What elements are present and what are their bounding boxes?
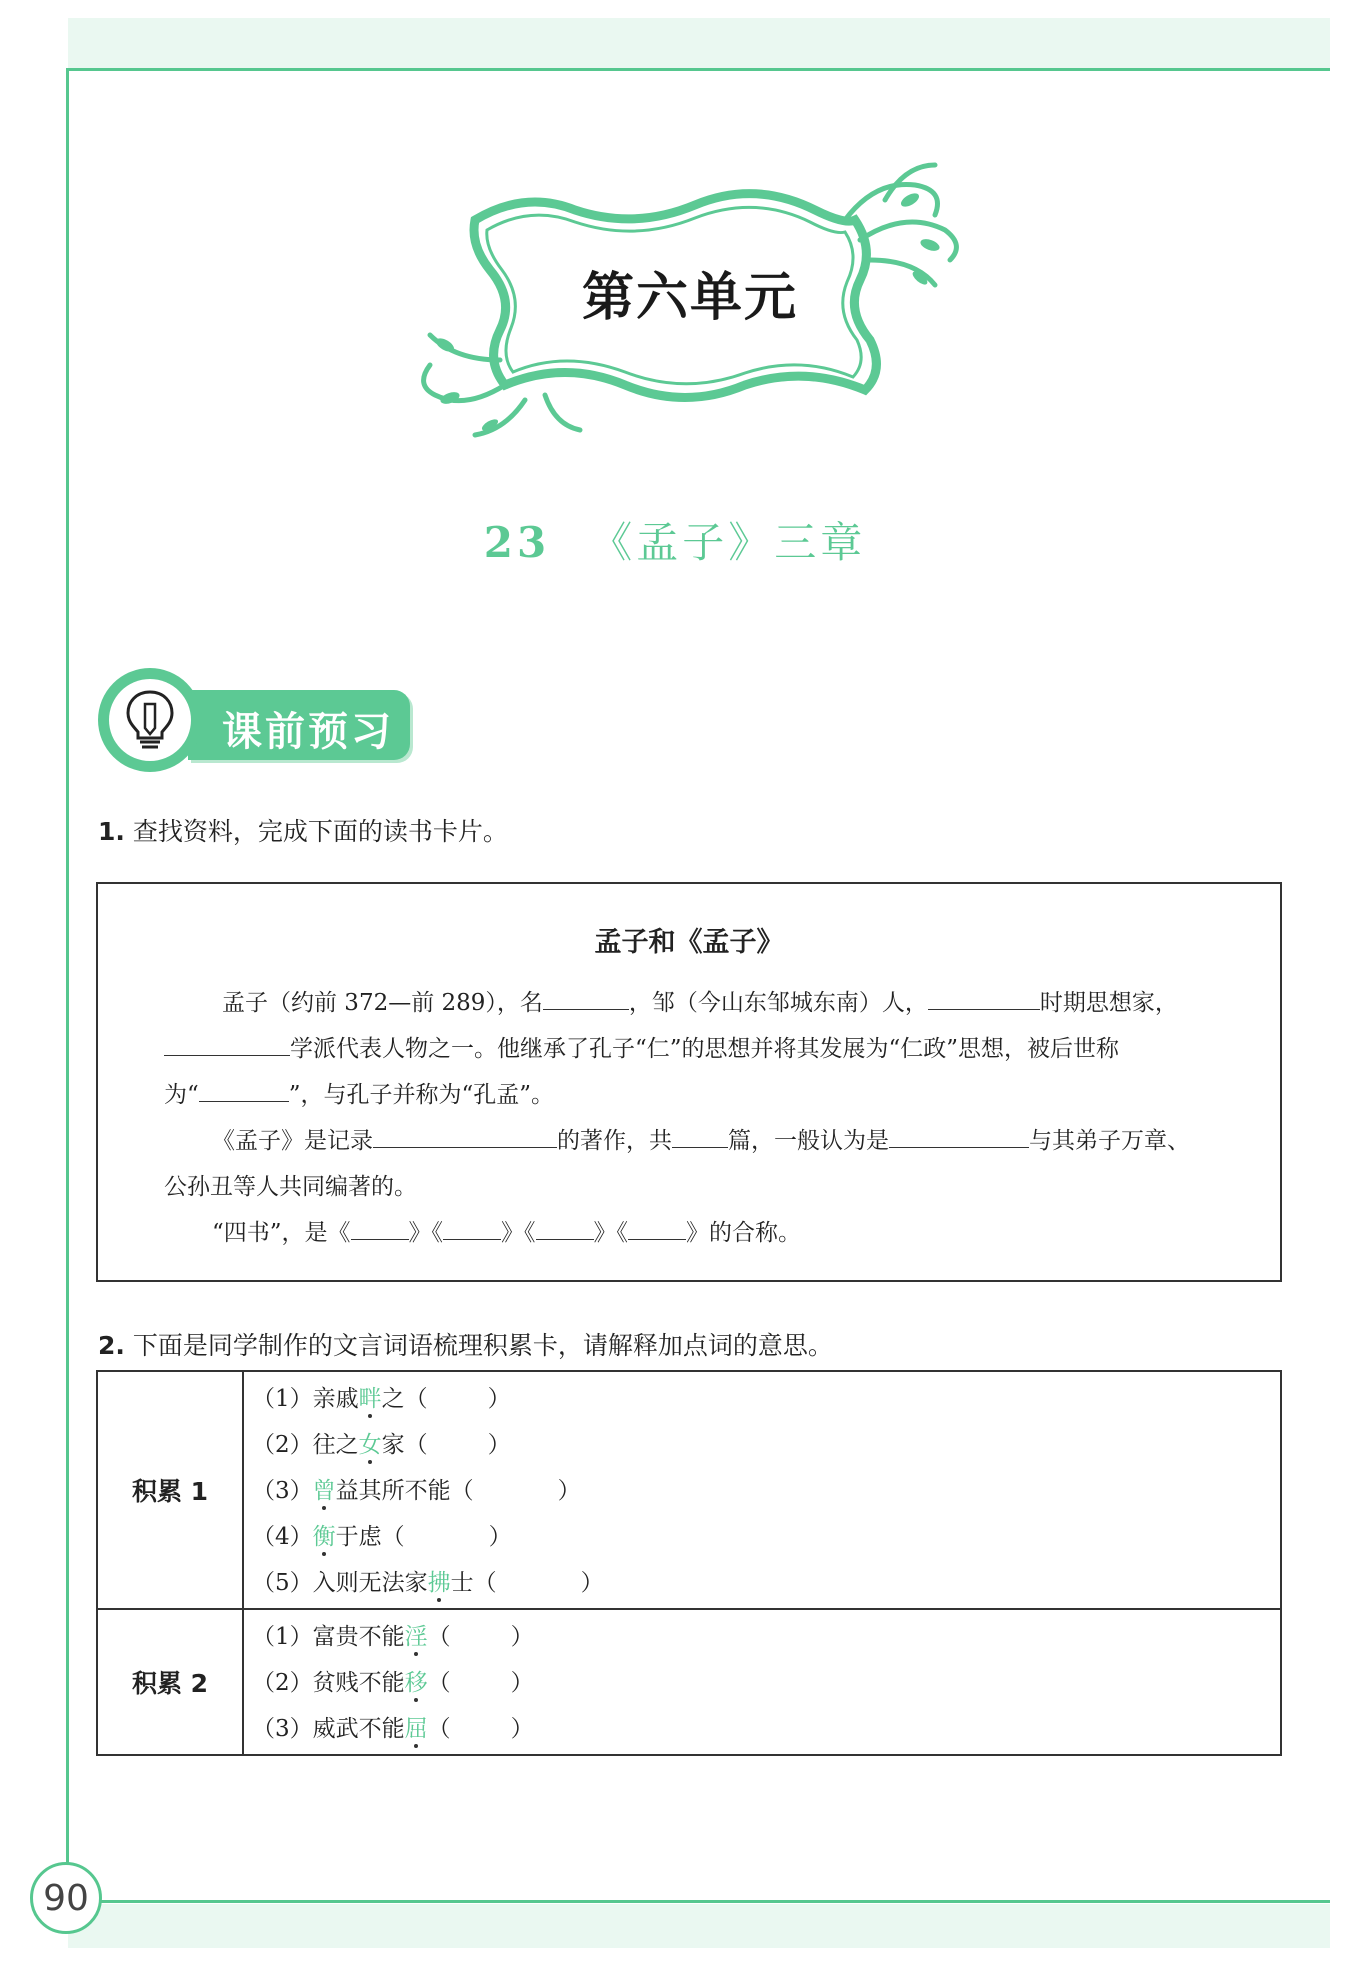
card-line-1: 孟子（约前 372—前 289），名 ，邹（今山东邹城东南）人， 时期思想家， (222, 984, 1178, 1017)
question-2 (98, 1326, 833, 1362)
answer-space[interactable] (497, 1568, 581, 1590)
top-border (68, 68, 1330, 71)
answer-space[interactable] (474, 1476, 558, 1498)
answer-space[interactable] (428, 1430, 488, 1452)
blank-author[interactable] (889, 1125, 1029, 1148)
blank-book-3[interactable] (536, 1217, 594, 1240)
question-1-number: 1. (98, 817, 125, 846)
accumulation-item: （3）曾益其所不能（ ） (252, 1478, 581, 1504)
card-line-6: “四书”，是《 》《 》《 》《 》的合称。 (212, 1214, 801, 1247)
section-label: 课前预习 (222, 709, 394, 755)
accumulation-item: （2）往之女家（ ） (252, 1432, 511, 1458)
blank-book-2[interactable] (443, 1217, 501, 1240)
lesson-name: 《孟子》三章 (590, 518, 867, 567)
card-title: 孟子和《孟子》 (594, 927, 784, 958)
section-badge (98, 668, 202, 772)
accumulation-row-2 (97, 1609, 1281, 1755)
blank-name[interactable] (543, 987, 629, 1010)
card-line-3: 为“ ”，与孔子并称为“孔孟”。 (164, 1076, 554, 1109)
lightbulb-pencil-icon (122, 688, 178, 752)
answer-space[interactable] (451, 1668, 511, 1690)
answer-space[interactable] (451, 1622, 511, 1644)
blank-record[interactable] (373, 1125, 557, 1148)
answer-space[interactable] (451, 1714, 511, 1736)
card-line-2: 学派代表人物之一。他继承了孔子“仁”的思想并将其发展为“仁政”思想，被后世称 (164, 1030, 1119, 1063)
blank-chapters[interactable] (672, 1125, 728, 1148)
question-2-text: 下面是同学制作的文言词语梳理积累卡，请解释加点词的意思。 (132, 1331, 833, 1360)
accumulation-item: （1）富贵不能淫（ ） (252, 1624, 534, 1650)
question-1-text: 查找资料，完成下面的读书卡片。 (132, 817, 508, 846)
page-number: 90 (30, 1862, 102, 1934)
accumulation-1-items (243, 1371, 1281, 1609)
answer-space[interactable] (405, 1522, 489, 1544)
accumulation-item: （2）贫贱不能移（ ） (252, 1670, 534, 1696)
accumulation-row-1 (97, 1371, 1281, 1609)
blank-era[interactable] (928, 987, 1040, 1010)
blank-book-1[interactable] (351, 1217, 409, 1240)
card-line-4: 《孟子》是记录 的著作，共 篇，一般认为是 与其弟子万章、 (212, 1122, 1190, 1155)
accumulation-item: （1）亲戚畔之（ ） (252, 1386, 511, 1412)
bottom-border (100, 1900, 1330, 1903)
accumulation-item: （4）衡于虑（ ） (252, 1524, 512, 1550)
accumulation-item: （5）入则无法家拂士（ ） (252, 1570, 604, 1596)
unit-title: 第六单元 (581, 268, 798, 328)
lesson-number: 23 (483, 518, 551, 567)
accumulation-2-items (243, 1609, 1281, 1755)
blank-title[interactable] (199, 1079, 289, 1102)
left-border (66, 68, 69, 1888)
accumulation-item: （3）威武不能屈（ ） (252, 1716, 534, 1742)
reading-card (96, 882, 1282, 1282)
card-line-5: 公孙丑等人共同编著的。 (164, 1174, 417, 1200)
accumulation-table (96, 1370, 1282, 1756)
top-band (68, 18, 1330, 68)
lesson-title (0, 510, 1350, 570)
bottom-band (68, 1904, 1330, 1948)
answer-space[interactable] (428, 1384, 488, 1406)
question-2-number: 2. (98, 1331, 125, 1360)
blank-book-4[interactable] (628, 1217, 686, 1240)
blank-school[interactable] (164, 1033, 290, 1056)
accumulation-1-label: 积累 1 (97, 1371, 243, 1609)
accumulation-2-label: 积累 2 (97, 1609, 243, 1755)
question-1 (98, 812, 508, 848)
